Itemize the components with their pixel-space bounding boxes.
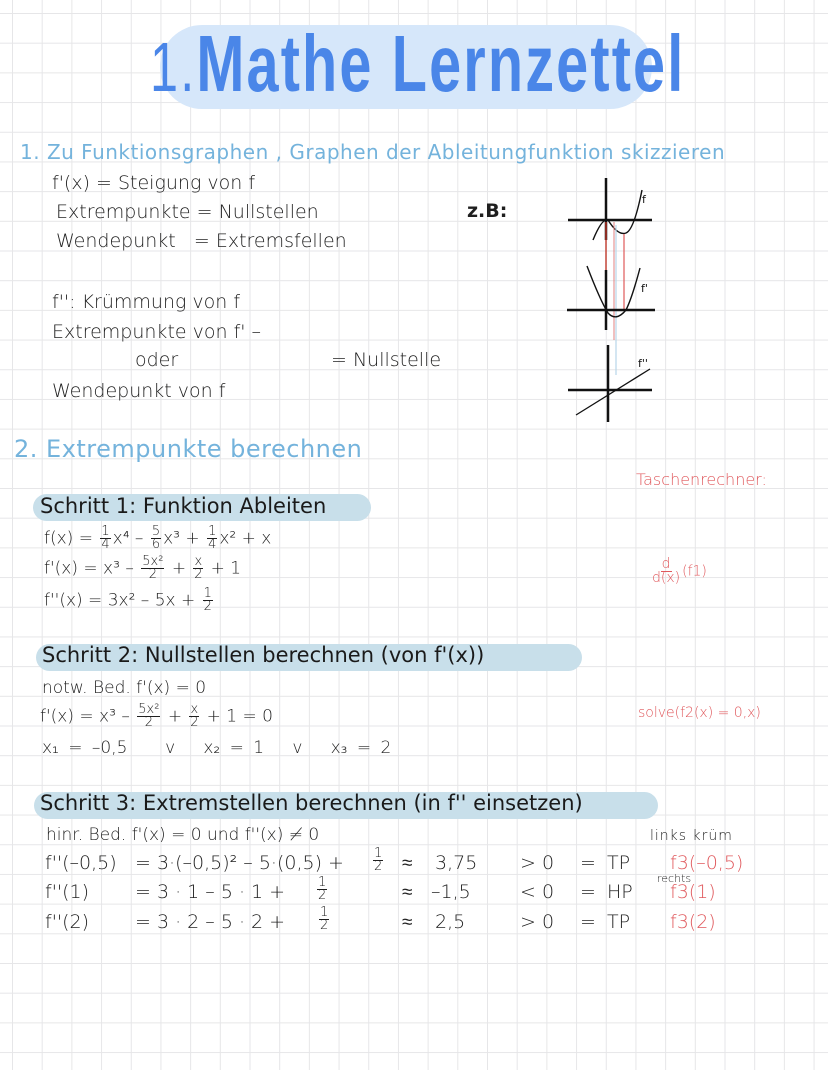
example-label: z.B:: [467, 200, 508, 222]
second-derivative-equals: = Nullstelle: [331, 349, 442, 371]
title-number: 1.: [150, 28, 197, 106]
calculator-label: Taschenrechner:: [636, 470, 767, 489]
derivative-definition: f'(x) = Steigung von f: [52, 172, 256, 194]
section1-heading: 1. Zu Funktionsgraphen , Graphen der Ableitungfunktion skizzieren: [20, 140, 726, 164]
function-f: f(x) = $\frac{1}{4}$ x⁴ – $\frac{5}{6}$ x³ + $\frac{1}{4}$ x² + x: [44, 524, 272, 552]
second-derivative-line4: Wendepunkt von f: [52, 380, 226, 402]
f-double-prime-graph: [568, 345, 652, 422]
inflection-rule: Wendepunkt = Extremsfellen: [56, 230, 347, 252]
necessary-condition: notw. Bed. f'(x) = 0: [42, 678, 207, 698]
step2-title: Schritt 2: Nullstellen berechnen (von f'(x)): [42, 643, 485, 667]
title-text: Mathe Lernzettel: [196, 19, 686, 108]
svg-text:f: f: [642, 193, 646, 206]
sufficient-condition: hinr. Bed. f'(x) = 0 und f''(x) ≠ 0: [46, 825, 320, 845]
page-title: [150, 18, 685, 113]
calc-derivative-hint: $\frac{d}{d(x)}$ (f1): [652, 556, 707, 586]
second-derivative-line2: Extrempunkte von f' –: [52, 321, 262, 343]
note-right-curvature: rechts: [657, 872, 692, 885]
derivative-sketch: [560, 170, 670, 430]
f-graph: [568, 178, 652, 240]
f-prime-graph: [567, 266, 655, 330]
svg-text:f': f': [641, 282, 648, 295]
svg-text:f'': f'': [638, 357, 648, 370]
function-f-prime: f'(x) = x³ – $\frac{\text{5x²}}{2}$ + $\frac{x}{2}$ + 1: [44, 554, 242, 582]
f-prime-equation: f'(x) = x³ – $\frac{\text{5x²}}{2}$ + $\frac{x}{2}$ + 1 = 0: [40, 702, 273, 730]
solutions: x₁ = –0,5 v x₂ = 1 v x₃ = 2: [42, 738, 392, 758]
second-derivative-line3: oder: [135, 349, 179, 371]
step3-title: Schritt 3: Extremstellen berechnen (in f'' einsetzen): [40, 791, 583, 815]
note-left-curvature: links krüm: [650, 828, 733, 844]
calc-solve-hint: solve(f2(x) = 0,x): [638, 705, 761, 721]
section2-heading: 2. Extrempunkte berechnen: [14, 435, 363, 463]
step1-title: Schritt 1: Funktion Ableiten: [40, 494, 327, 518]
function-f-double-prime: f''(x) = 3x² – 5x + $\frac{1}{2}$: [44, 586, 212, 614]
second-derivative-line1: f'': Krümmung von f: [52, 291, 241, 313]
extrema-rule: Extrempunkte = Nullstellen: [56, 201, 319, 223]
